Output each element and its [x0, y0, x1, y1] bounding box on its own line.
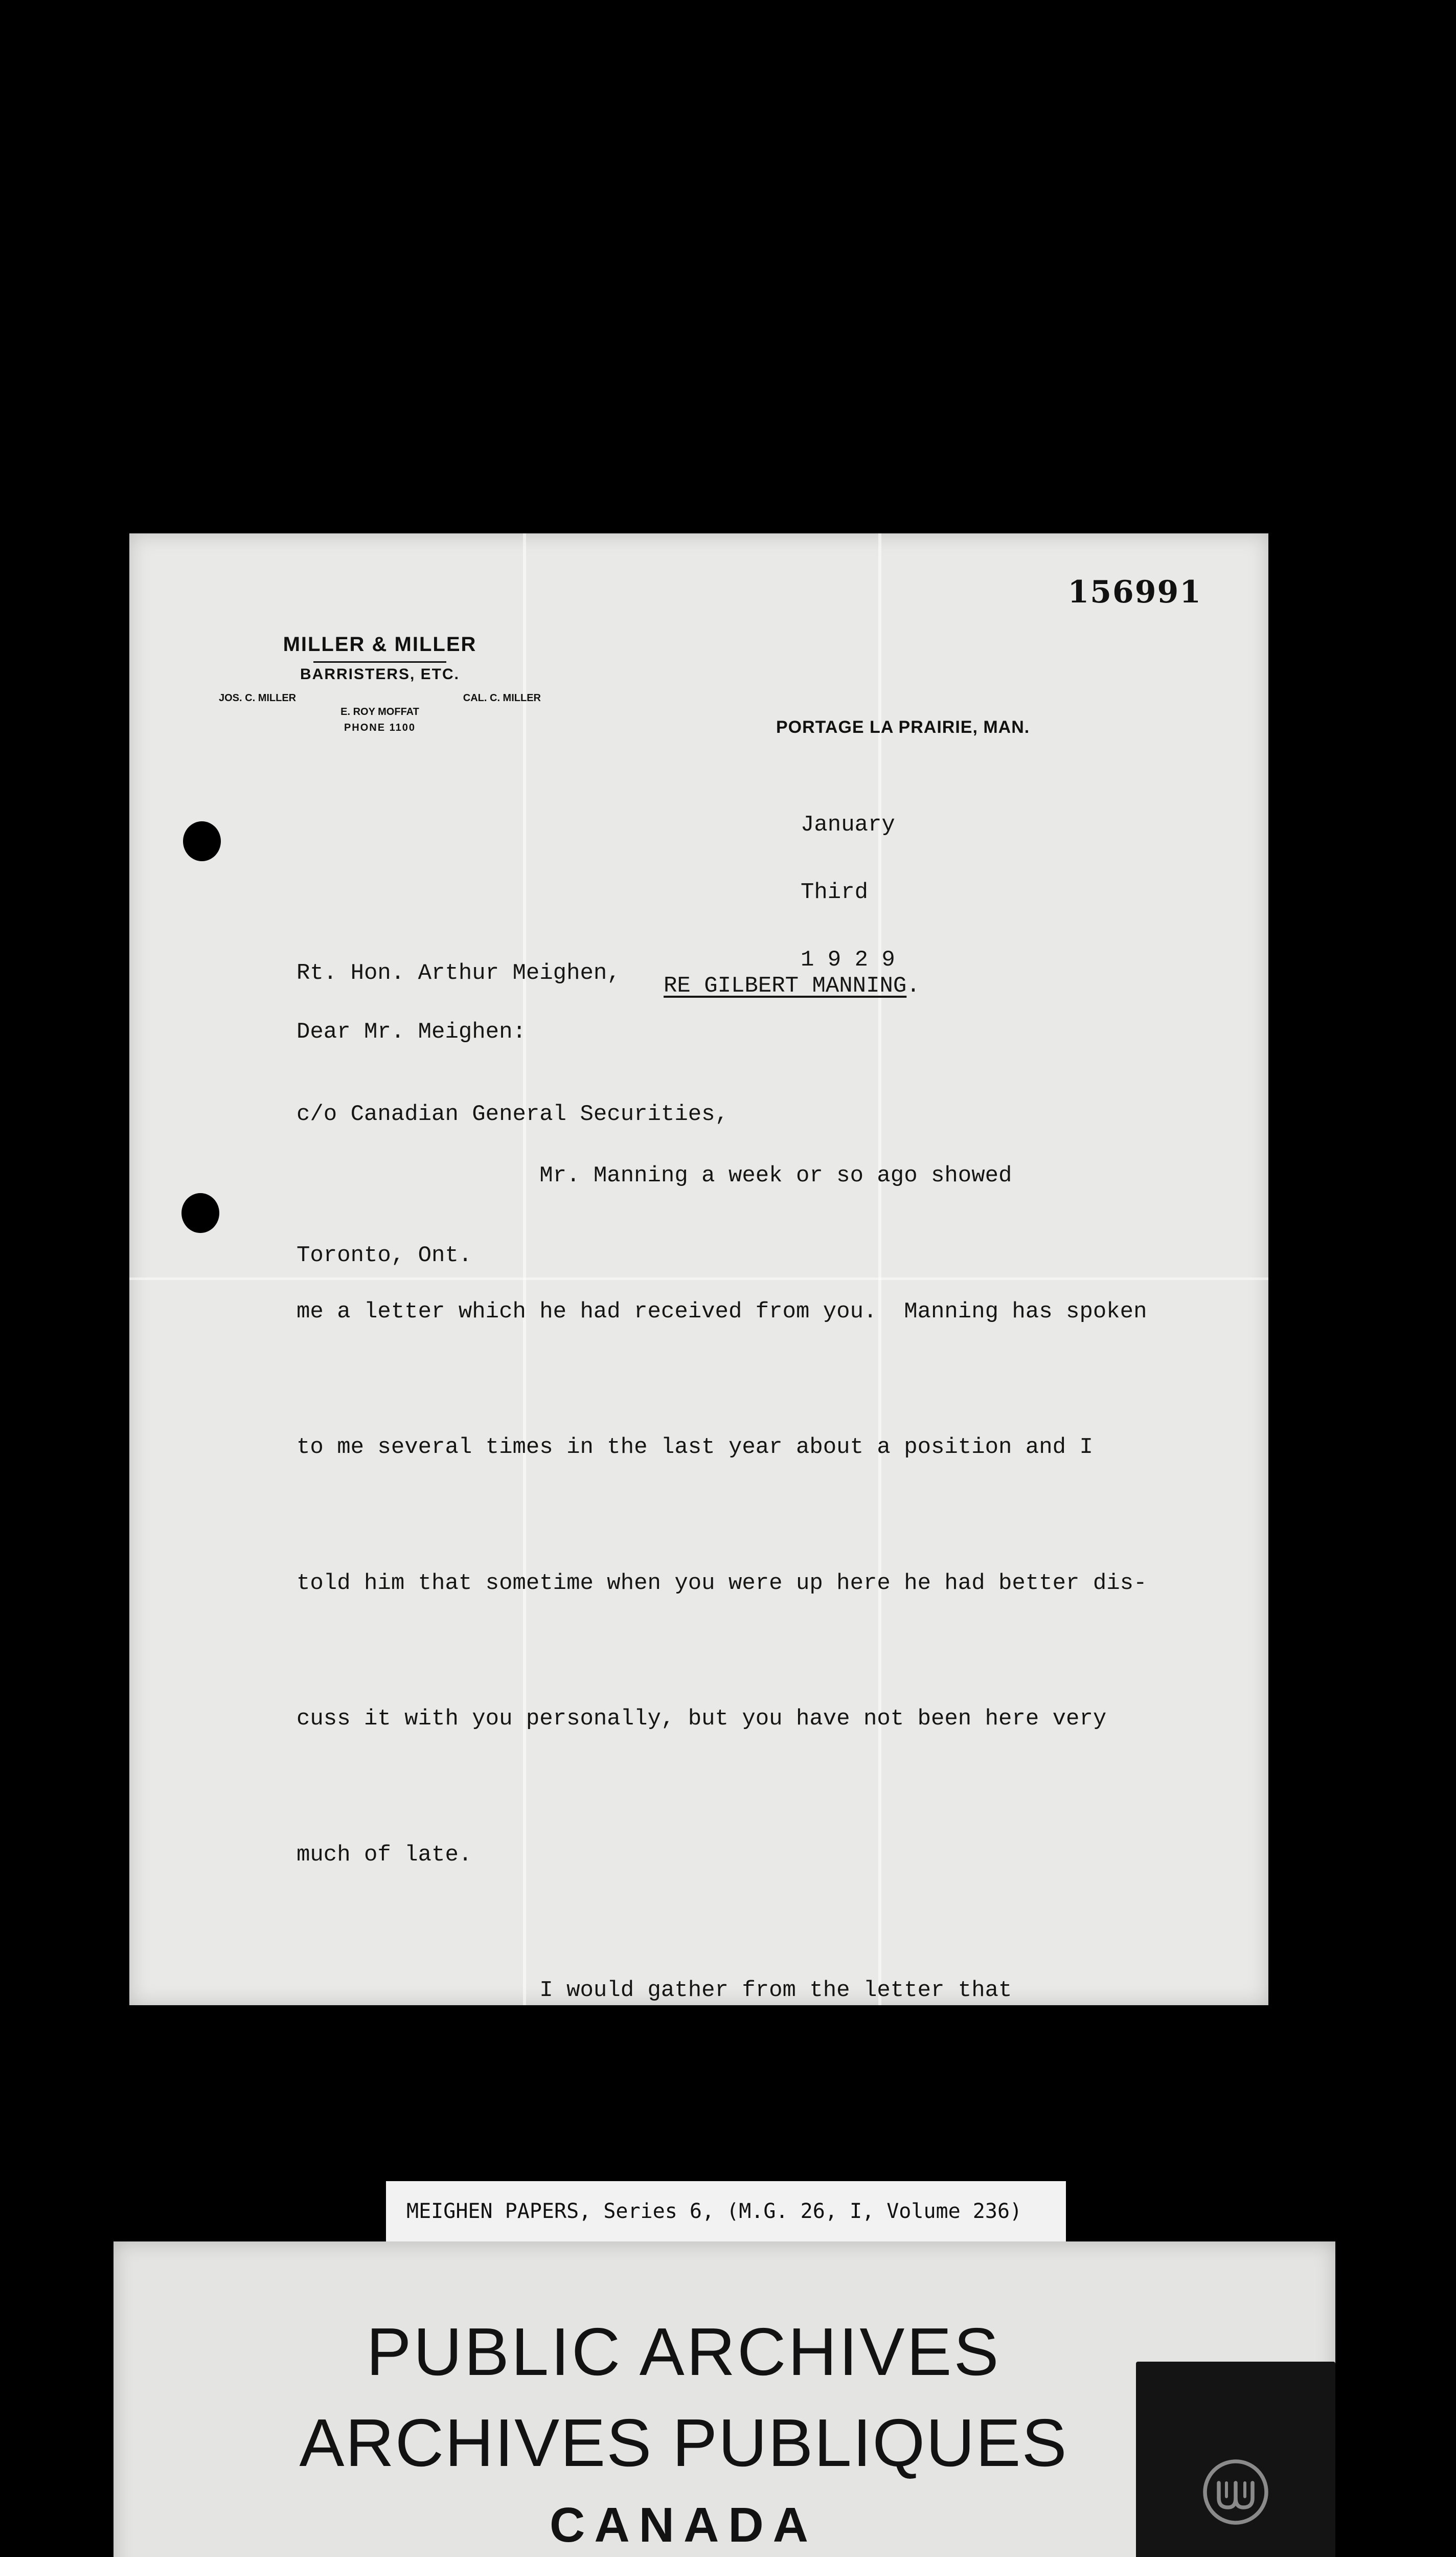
archives-title-en: PUBLIC ARCHIVES [366, 2314, 1001, 2389]
letter-body [297, 1063, 1174, 2005]
document-number: 156991 [1067, 574, 1202, 610]
archives-country: CANADA [550, 2498, 817, 2552]
recipient-name: Rt. Hon. Arthur Meighen, [297, 960, 621, 986]
series-label: MEIGHEN PAPERS, Series 6, (M.G. 26, I, Volume 236) [406, 2200, 1022, 2223]
archives-emblem-icon [1197, 2454, 1274, 2530]
salutation: Dear Mr. Meighen: [297, 1019, 526, 1045]
subject-text: RE GILBERT MANNING [664, 973, 907, 999]
partner-right: CAL. C. MILLER [463, 692, 541, 704]
date-day: Third [801, 880, 869, 905]
punch-hole [183, 821, 221, 861]
body-line: cuss it with you personally, but you have not been here very [297, 1706, 1107, 1732]
firm-phone: PHONE 1100 [344, 722, 416, 733]
firm-description: BARRISTERS, ETC. [300, 666, 460, 683]
body-line: told him that sometime when you were up here he had better dis- [297, 1570, 1147, 1596]
associate-name: E. ROY MOFFAT [340, 706, 419, 717]
body-line: I would gather from the letter that [297, 1978, 1012, 2003]
reference-slip [386, 2181, 1066, 2241]
punch-hole [181, 1193, 219, 1233]
archives-title-fr: ARCHIVES PUBLIQUES [299, 2405, 1068, 2480]
letter-place: PORTAGE LA PRAIRIE, MAN. [776, 717, 1030, 737]
body-line: me a letter which he had received from you. Manning has spoken [297, 1298, 1147, 1325]
firm-name: MILLER & MILLER [283, 633, 477, 656]
subject-period: . [906, 973, 920, 999]
body-line: to me several times in the last year about a position and I [297, 1434, 1093, 1460]
subject-line [664, 973, 920, 999]
recipient-city: Toronto, Ont. [297, 1243, 472, 1268]
body-line: Mr. Manning a week or so ago showed [297, 1163, 1012, 1188]
partner-left: JOS. C. MILLER [219, 692, 297, 704]
date-month: January [801, 812, 895, 838]
letterhead-rule [313, 661, 446, 663]
archives-logo-panel [1136, 2362, 1335, 2557]
letterhead [201, 633, 559, 734]
letter-page [129, 533, 1268, 2005]
recipient-care-of: c/o Canadian General Securities, [297, 1102, 729, 1127]
date-year: 1 9 2 9 [801, 947, 895, 973]
body-line: much of late. [297, 1842, 472, 1868]
partner-names [201, 692, 559, 704]
archives-card [113, 2241, 1335, 2557]
